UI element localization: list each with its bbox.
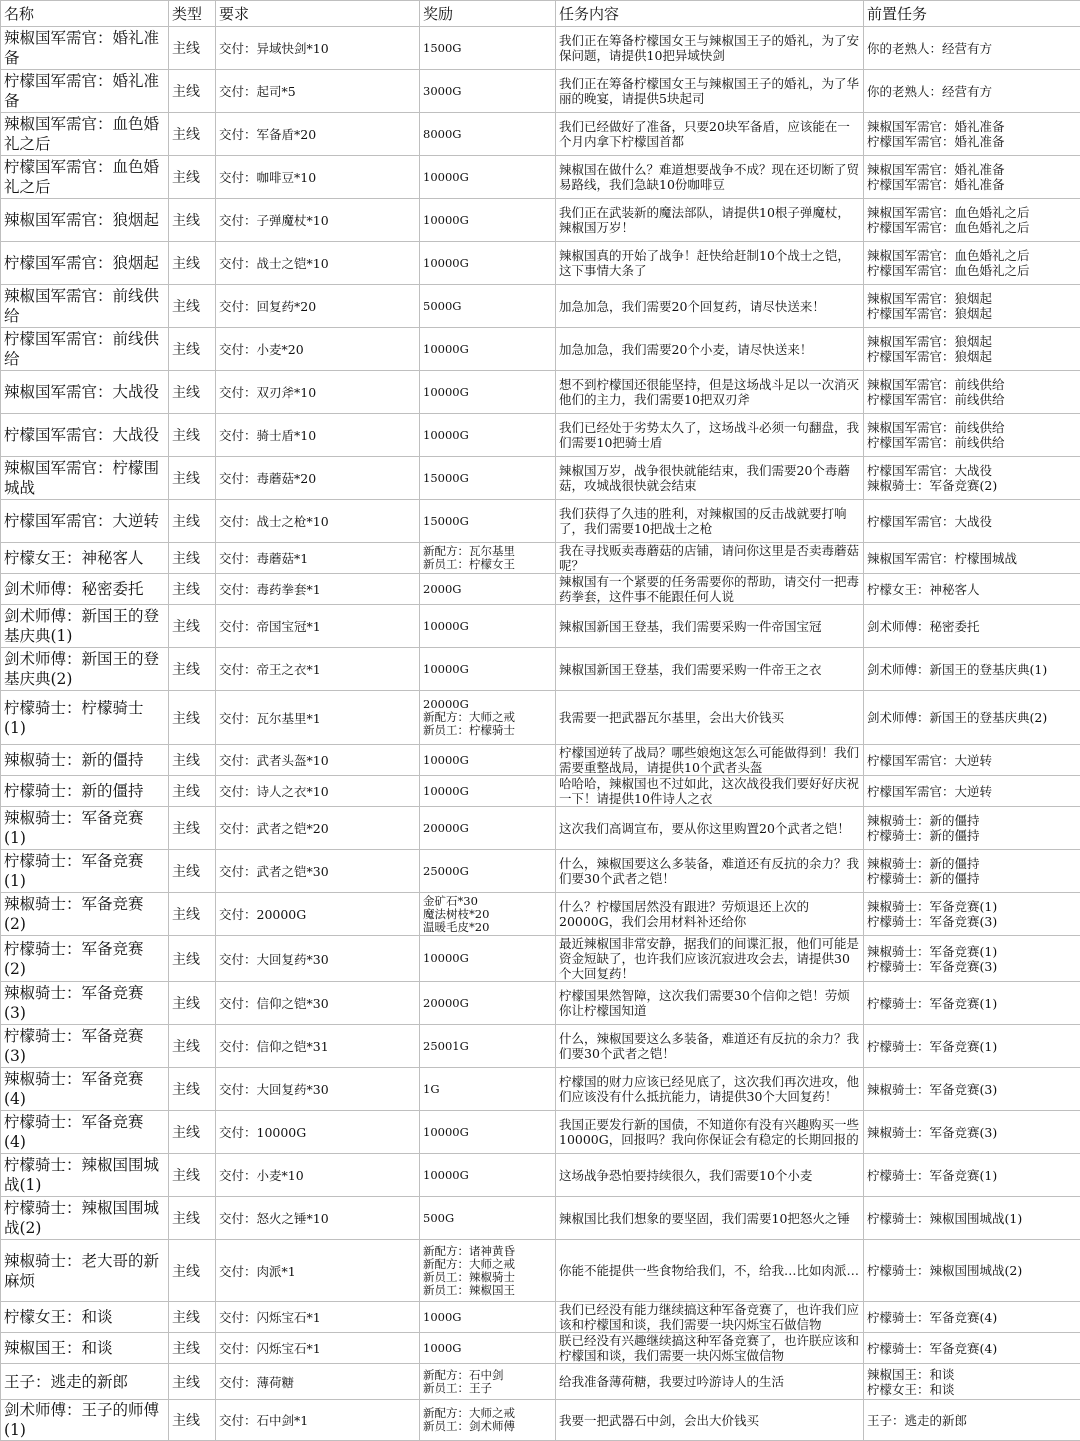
table-row [1, 745, 1080, 776]
quest-requirement: 交付：瓦尔基里*1 [216, 691, 420, 745]
quest-type: 主线 [169, 328, 216, 371]
quest-prerequisite: 柠檬骑士：辣椒国围城战(1) [864, 1197, 1080, 1240]
quest-requirement: 交付：武者头盔*10 [216, 745, 420, 776]
table-row [1, 893, 1080, 936]
quest-description: 我需要一把武器瓦尔基里，会出大价钱买 [556, 691, 864, 745]
quest-prerequisite: 柠檬国军需官：大战役 辣椒骑士：军备竞赛(2) [864, 457, 1080, 500]
quest-name: 辣椒国军需官：前线供给 [1, 285, 169, 328]
quest-reward: 1000G [420, 1333, 556, 1364]
quest-type: 主线 [169, 605, 216, 648]
quest-name: 王子：逃走的新郎 [1, 1364, 169, 1400]
table-row [1, 414, 1080, 457]
quest-type: 主线 [169, 776, 216, 807]
header-row [1, 1, 1080, 27]
quest-description: 柠檬国的财力应该已经见底了，这次我们再次进攻，他们应该没有什么抵抗能力，请提供30个大回复药！ [556, 1068, 864, 1111]
quest-description: 最近辣椒国非常安静，据我们的间谍汇报，他们可能是资金短缺了，也许我们应该沉寂进攻会去，请提供30个大回复药！ [556, 936, 864, 982]
quest-requirement: 交付：咖啡豆*10 [216, 156, 420, 199]
quest-reward: 新配方：诸神黄昏 新配方：大师之戒 新员工：辣椒骑士 新员工：辣椒国王 [420, 1240, 556, 1302]
quest-description: 什么，辣椒国要这么多装备，难道还有反抗的余力？我们要30个武者之铠！ [556, 1025, 864, 1068]
quest-reward: 15000G [420, 457, 556, 500]
quest-reward: 10000G [420, 776, 556, 807]
quest-type: 主线 [169, 1068, 216, 1111]
quest-description: 我们正在筹备柠檬国女王与辣椒国王子的婚礼，为了安保问题，请提供10把异域快剑 [556, 27, 864, 70]
quest-requirement: 交付：10000G [216, 1111, 420, 1154]
quest-requirement: 交付：战士之枪*10 [216, 500, 420, 543]
quest-type: 主线 [169, 1111, 216, 1154]
quest-reward: 10000G [420, 414, 556, 457]
quest-name: 辣椒骑士：军备竞赛(4) [1, 1068, 169, 1111]
quest-name: 柠檬国军需官：婚礼准备 [1, 70, 169, 113]
quest-type: 主线 [169, 1197, 216, 1240]
table-row [1, 457, 1080, 500]
quest-prerequisite: 辣椒国军需官：前线供给 柠檬国军需官：前线供给 [864, 414, 1080, 457]
quest-description: 给我准备薄荷糖，我要过吟游诗人的生活 [556, 1364, 864, 1400]
quest-type: 主线 [169, 543, 216, 574]
quest-reward: 25001G [420, 1025, 556, 1068]
quest-description: 我在寻找贩卖毒蘑菇的店铺，请问你这里是否卖毒蘑菇呢？ [556, 543, 864, 574]
quest-name: 柠檬国军需官：大战役 [1, 414, 169, 457]
quest-name: 辣椒骑士：军备竞赛(3) [1, 982, 169, 1025]
quest-requirement: 交付：怒火之锤*10 [216, 1197, 420, 1240]
quest-prerequisite: 柠檬国军需官：大逆转 [864, 745, 1080, 776]
header-description: 任务内容 [556, 1, 864, 27]
quest-type: 主线 [169, 691, 216, 745]
table-row [1, 328, 1080, 371]
quest-reward: 1500G [420, 27, 556, 70]
table-row [1, 850, 1080, 893]
quest-reward: 10000G [420, 156, 556, 199]
quest-type: 主线 [169, 414, 216, 457]
table-row [1, 1154, 1080, 1197]
quest-description: 哈哈哈，辣椒国也不过如此，这次战役我们要好好庆祝一下！请提供10件诗人之衣 [556, 776, 864, 807]
quest-type: 主线 [169, 1302, 216, 1333]
quest-reward: 10000G [420, 199, 556, 242]
quest-description: 我们已经做好了准备，只要20块军备盾，应该能在一个月内拿下柠檬国首都 [556, 113, 864, 156]
quest-description: 我要一把武器石中剑，会出大价钱买 [556, 1400, 864, 1441]
quest-name: 辣椒国军需官：婚礼准备 [1, 27, 169, 70]
quest-reward: 5000G [420, 285, 556, 328]
quest-reward: 1G [420, 1068, 556, 1111]
quest-description: 什么？柠檬国居然没有跟进？劳烦退还上次的20000G，我们会用材料补还给你 [556, 893, 864, 936]
quest-reward: 1000G [420, 1302, 556, 1333]
quest-name: 柠檬国军需官：大逆转 [1, 500, 169, 543]
quest-reward: 3000G [420, 70, 556, 113]
quest-requirement: 交付：大回复药*30 [216, 936, 420, 982]
header-reward: 奖励 [420, 1, 556, 27]
quest-description: 这场战争恐怕要持续很久，我们需要10个小麦 [556, 1154, 864, 1197]
quest-reward: 25000G [420, 850, 556, 893]
quest-name: 辣椒国军需官：狼烟起 [1, 199, 169, 242]
table-row [1, 574, 1080, 605]
table-row [1, 242, 1080, 285]
quest-reward: 10000G [420, 1111, 556, 1154]
quest-reward: 10000G [420, 936, 556, 982]
quest-description: 辣椒国新国王登基，我们需要采购一件帝王之衣 [556, 648, 864, 691]
table-row [1, 371, 1080, 414]
quest-name: 柠檬骑士：新的僵持 [1, 776, 169, 807]
quest-type: 主线 [169, 893, 216, 936]
quest-prerequisite: 柠檬国军需官：大战役 [864, 500, 1080, 543]
table-row [1, 807, 1080, 850]
quest-reward: 20000G [420, 807, 556, 850]
quest-reward: 500G [420, 1197, 556, 1240]
quest-description: 这次我们高调宣布，要从你这里购置20个武者之铠！ [556, 807, 864, 850]
quest-reward: 10000G [420, 745, 556, 776]
quest-requirement: 交付：子弹魔杖*10 [216, 199, 420, 242]
quest-name: 柠檬国军需官：前线供给 [1, 328, 169, 371]
quest-prerequisite: 辣椒国军需官：狼烟起 柠檬国军需官：狼烟起 [864, 285, 1080, 328]
quest-type: 主线 [169, 285, 216, 328]
quest-requirement: 交付：大回复药*30 [216, 1068, 420, 1111]
quest-prerequisite: 辣椒国军需官：婚礼准备 柠檬国军需官：婚礼准备 [864, 156, 1080, 199]
quest-description: 你能不能提供一些食物给我们，不，给我…比如肉派… [556, 1240, 864, 1302]
quest-description: 加急加急，我们需要20个回复药，请尽快送来！ [556, 285, 864, 328]
quest-description: 辣椒国真的开始了战争！赶快给赶制10个战士之铠，这下事情大条了 [556, 242, 864, 285]
quest-reward: 10000G [420, 648, 556, 691]
quest-requirement: 交付：回复药*20 [216, 285, 420, 328]
table-row [1, 1333, 1080, 1364]
table-row [1, 199, 1080, 242]
quest-type: 主线 [169, 807, 216, 850]
quest-description: 柠檬国果然智障，这次我们需要30个信仰之铠！劳烦你让柠檬国知道 [556, 982, 864, 1025]
quest-requirement: 交付：双刃斧*10 [216, 371, 420, 414]
quest-type: 主线 [169, 850, 216, 893]
table-row [1, 1400, 1080, 1441]
quest-name: 剑术师傅：新国王的登基庆典(2) [1, 648, 169, 691]
quest-name: 辣椒国王：和谈 [1, 1333, 169, 1364]
header-name: 名称 [1, 1, 169, 27]
quest-requirement: 交付：石中剑*1 [216, 1400, 420, 1441]
quest-name: 柠檬骑士：柠檬骑士(1) [1, 691, 169, 745]
quest-name: 柠檬骑士：军备竞赛(2) [1, 936, 169, 982]
quest-prerequisite: 剑术师傅：新国王的登基庆典(2) [864, 691, 1080, 745]
quest-type: 主线 [169, 982, 216, 1025]
quest-requirement: 交付：信仰之铠*31 [216, 1025, 420, 1068]
table-row [1, 1111, 1080, 1154]
quest-reward: 20000G [420, 982, 556, 1025]
quest-prerequisite: 柠檬骑士：军备竞赛(1) [864, 982, 1080, 1025]
quest-requirement: 交付：小麦*10 [216, 1154, 420, 1197]
quest-name: 柠檬女王：神秘客人 [1, 543, 169, 574]
quest-name: 辣椒骑士：新的僵持 [1, 745, 169, 776]
table-row [1, 605, 1080, 648]
quest-reward: 8000G [420, 113, 556, 156]
quest-type: 主线 [169, 574, 216, 605]
header-prerequisite: 前置任务 [864, 1, 1080, 27]
quest-prerequisite: 辣椒国军需官：婚礼准备 柠檬国军需官：婚礼准备 [864, 113, 1080, 156]
quest-prerequisite: 辣椒骑士：新的僵持 柠檬骑士：新的僵持 [864, 807, 1080, 850]
quest-type: 主线 [169, 1240, 216, 1302]
quest-prerequisite: 辣椒国军需官：血色婚礼之后 柠檬国军需官：血色婚礼之后 [864, 242, 1080, 285]
quest-reward: 10000G [420, 242, 556, 285]
quest-prerequisite: 柠檬骑士：军备竞赛(4) [864, 1333, 1080, 1364]
quest-name: 剑术师傅：新国王的登基庆典(1) [1, 605, 169, 648]
header-requirement: 要求 [216, 1, 420, 27]
quest-prerequisite: 辣椒骑士：军备竞赛(1) 柠檬骑士：军备竞赛(3) [864, 893, 1080, 936]
quest-description: 柠檬国逆转了战局？哪些娘炮这怎么可能做得到！我们需要重整战局，请提供10个武者头盔 [556, 745, 864, 776]
quest-prerequisite: 你的老熟人：经营有方 [864, 70, 1080, 113]
quest-requirement: 交付：战士之铠*10 [216, 242, 420, 285]
quest-prerequisite: 王子：逃走的新郎 [864, 1400, 1080, 1441]
quest-requirement: 交付：异域快剑*10 [216, 27, 420, 70]
quest-requirement: 交付：20000G [216, 893, 420, 936]
quest-reward: 10000G [420, 1154, 556, 1197]
quest-reward: 10000G [420, 328, 556, 371]
quest-prerequisite: 辣椒骑士：军备竞赛(3) [864, 1111, 1080, 1154]
quest-reward: 20000G 新配方：大师之戒 新员工：柠檬骑士 [420, 691, 556, 745]
quest-prerequisite: 辣椒国军需官：前线供给 柠檬国军需官：前线供给 [864, 371, 1080, 414]
quest-prerequisite: 柠檬骑士：军备竞赛(1) [864, 1025, 1080, 1068]
quest-prerequisite: 剑术师傅：新国王的登基庆典(1) [864, 648, 1080, 691]
quest-requirement: 交付：小麦*20 [216, 328, 420, 371]
quest-prerequisite: 剑术师傅：秘密委托 [864, 605, 1080, 648]
quest-description: 我国正要发行新的国债，不知道你有没有兴趣购买一些10000G，回报吗？我向你保证会有稳定的长期回报的 [556, 1111, 864, 1154]
table-row [1, 1240, 1080, 1302]
table-row [1, 648, 1080, 691]
quest-reward: 10000G [420, 605, 556, 648]
quest-name: 柠檬女王：和谈 [1, 1302, 169, 1333]
quest-name: 柠檬骑士：辣椒国围城战(2) [1, 1197, 169, 1240]
quest-prerequisite: 你的老熟人：经营有方 [864, 27, 1080, 70]
quest-description: 加急加急，我们需要20个小麦，请尽快送来！ [556, 328, 864, 371]
quest-name: 辣椒骑士：军备竞赛(2) [1, 893, 169, 936]
quest-description: 辣椒国新国王登基，我们需要采购一件帝国宝冠 [556, 605, 864, 648]
quest-reward: 新配方：瓦尔基里 新员工：柠檬女王 [420, 543, 556, 574]
quest-description: 我们正在筹备柠檬国女王与辣椒国王子的婚礼，为了华丽的晚宴，请提供5块起司 [556, 70, 864, 113]
table-row [1, 27, 1080, 70]
table-row [1, 500, 1080, 543]
quest-prerequisite: 辣椒国王：和谈 柠檬女王：和谈 [864, 1364, 1080, 1400]
quest-requirement: 交付：起司*5 [216, 70, 420, 113]
quest-prerequisite: 辣椒骑士：军备竞赛(3) [864, 1068, 1080, 1111]
header-type: 类型 [169, 1, 216, 27]
table-row [1, 1302, 1080, 1333]
quest-name: 辣椒国军需官：柠檬围城战 [1, 457, 169, 500]
quest-name: 辣椒骑士：老大哥的新麻烦 [1, 1240, 169, 1302]
quest-name: 柠檬骑士：军备竞赛(4) [1, 1111, 169, 1154]
quest-prerequisite: 柠檬女王：神秘客人 [864, 574, 1080, 605]
table-row [1, 285, 1080, 328]
quest-prerequisite: 辣椒国军需官：柠檬围城战 [864, 543, 1080, 574]
quest-type: 主线 [169, 1025, 216, 1068]
quest-type: 主线 [169, 457, 216, 500]
quest-reward: 2000G [420, 574, 556, 605]
quest-reward: 金矿石*30 魔法树枝*20 温暖毛皮*20 [420, 893, 556, 936]
quest-requirement: 交付：闪烁宝石*1 [216, 1302, 420, 1333]
quest-name: 柠檬国军需官：狼烟起 [1, 242, 169, 285]
table-row [1, 1025, 1080, 1068]
table-row [1, 982, 1080, 1025]
quest-type: 主线 [169, 199, 216, 242]
quest-name: 辣椒国军需官：大战役 [1, 371, 169, 414]
quest-prerequisite: 辣椒骑士：新的僵持 柠檬骑士：新的僵持 [864, 850, 1080, 893]
table-row [1, 691, 1080, 745]
quest-name: 辣椒骑士：军备竞赛(1) [1, 807, 169, 850]
table-row [1, 1364, 1080, 1400]
quest-requirement: 交付：信仰之铠*30 [216, 982, 420, 1025]
quest-name: 柠檬骑士：军备竞赛(1) [1, 850, 169, 893]
quest-prerequisite: 辣椒国军需官：狼烟起 柠檬国军需官：狼烟起 [864, 328, 1080, 371]
quest-description: 辣椒国比我们想象的要坚固，我们需要10把怒火之锤 [556, 1197, 864, 1240]
quest-description: 什么，辣椒国要这么多装备，难道还有反抗的余力？我们要30个武者之铠！ [556, 850, 864, 893]
quest-reward: 新配方：大师之戒 新员工：剑术师傅 [420, 1400, 556, 1441]
quest-description: 朕已经没有兴趣继续搞这种军备竞赛了，也许朕应该和柠檬国和谈，我们需要一块闪烁宝做信物 [556, 1333, 864, 1364]
quest-description: 我们已经没有能力继续搞这种军备竞赛了，也许我们应该和柠檬国和谈，我们需要一块闪烁宝石做信物 [556, 1302, 864, 1333]
quest-type: 主线 [169, 1364, 216, 1400]
table-row [1, 156, 1080, 199]
quest-type: 主线 [169, 648, 216, 691]
quest-requirement: 交付：毒蘑菇*20 [216, 457, 420, 500]
table-row [1, 70, 1080, 113]
quest-requirement: 交付：武者之铠*20 [216, 807, 420, 850]
quest-reward: 新配方：石中剑 新员工：王子 [420, 1364, 556, 1400]
quest-name: 柠檬国军需官：血色婚礼之后 [1, 156, 169, 199]
quest-type: 主线 [169, 936, 216, 982]
quest-description: 辣椒国万岁，战争很快就能结束，我们需要20个毒蘑菇，攻城战很快就会结束 [556, 457, 864, 500]
quest-type: 主线 [169, 156, 216, 199]
quest-type: 主线 [169, 500, 216, 543]
quest-name: 剑术师傅：王子的师傅(1) [1, 1400, 169, 1441]
quest-type: 主线 [169, 1154, 216, 1197]
quest-requirement: 交付：军备盾*20 [216, 113, 420, 156]
quest-reward: 10000G [420, 371, 556, 414]
quest-description: 我们已经处于劣势太久了，这场战斗必须一句翻盘，我们需要10把骑士盾 [556, 414, 864, 457]
quest-type: 主线 [169, 27, 216, 70]
quest-description: 想不到柠檬国还很能坚持，但是这场战斗足以一次消灭他们的主力，我们需要10把双刃斧 [556, 371, 864, 414]
quest-prerequisite: 柠檬骑士：军备竞赛(1) [864, 1154, 1080, 1197]
quest-type: 主线 [169, 242, 216, 285]
table-row [1, 1197, 1080, 1240]
quest-requirement: 交付：薄荷糖 [216, 1364, 420, 1400]
quest-name: 柠檬骑士：辣椒国围城战(1) [1, 1154, 169, 1197]
quest-description: 辣椒国在做什么？难道想要战争不成？现在还切断了贸易路线，我们急缺10份咖啡豆 [556, 156, 864, 199]
quest-prerequisite: 辣椒国军需官：血色婚礼之后 柠檬国军需官：血色婚礼之后 [864, 199, 1080, 242]
table-row [1, 113, 1080, 156]
quest-requirement: 交付：毒药拳套*1 [216, 574, 420, 605]
table-row [1, 936, 1080, 982]
table-row [1, 1068, 1080, 1111]
quest-requirement: 交付：肉派*1 [216, 1240, 420, 1302]
quest-requirement: 交付：诗人之衣*10 [216, 776, 420, 807]
quest-description: 我们正在武装新的魔法部队，请提供10根子弹魔杖，辣椒国万岁！ [556, 199, 864, 242]
quest-requirement: 交付：毒蘑菇*1 [216, 543, 420, 574]
quest-description: 我们获得了久违的胜利，对辣椒国的反击战就要打响了，我们需要10把战士之枪 [556, 500, 864, 543]
quest-name: 柠檬骑士：军备竞赛(3) [1, 1025, 169, 1068]
quest-reward: 15000G [420, 500, 556, 543]
quest-type: 主线 [169, 745, 216, 776]
quest-type: 主线 [169, 1400, 216, 1441]
quest-requirement: 交付：帝王之衣*1 [216, 648, 420, 691]
quest-description: 辣椒国有一个紧要的任务需要你的帮助，请交付一把毒药拳套，这件事不能跟任何人说 [556, 574, 864, 605]
quest-type: 主线 [169, 70, 216, 113]
quest-requirement: 交付：武者之铠*30 [216, 850, 420, 893]
quest-requirement: 交付：骑士盾*10 [216, 414, 420, 457]
quest-type: 主线 [169, 1333, 216, 1364]
table-row [1, 776, 1080, 807]
quest-name: 辣椒国军需官：血色婚礼之后 [1, 113, 169, 156]
quest-requirement: 交付：闪烁宝石*1 [216, 1333, 420, 1364]
quest-requirement: 交付：帝国宝冠*1 [216, 605, 420, 648]
quest-name: 剑术师傅：秘密委托 [1, 574, 169, 605]
quest-prerequisite: 柠檬国军需官：大逆转 [864, 776, 1080, 807]
quest-prerequisite: 柠檬骑士：军备竞赛(4) [864, 1302, 1080, 1333]
table-row [1, 543, 1080, 574]
quest-prerequisite: 柠檬骑士：辣椒国围城战(2) [864, 1240, 1080, 1302]
quest-prerequisite: 辣椒骑士：军备竞赛(1) 柠檬骑士：军备竞赛(3) [864, 936, 1080, 982]
quest-type: 主线 [169, 371, 216, 414]
quest-type: 主线 [169, 113, 216, 156]
